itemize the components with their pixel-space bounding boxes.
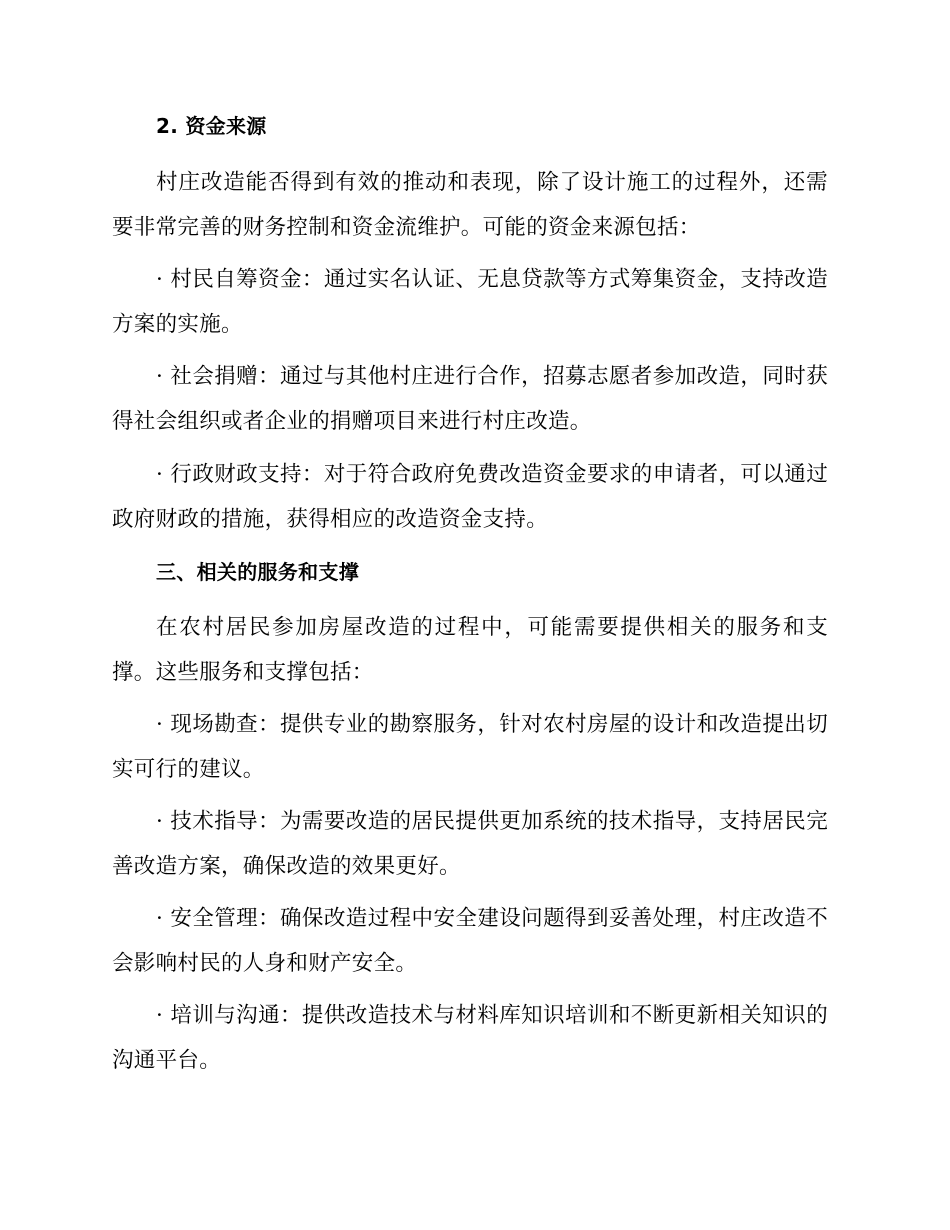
services-intro-paragraph: 在农村居民参加房屋改造的过程中，可能需要提供相关的服务和支撑。这些服务和支撑包括： (112, 615, 828, 685)
service-item-survey: · 现场勘查：提供专业的勘察服务，针对农村房屋的设计和改造提出切实可行的建议。 (112, 712, 828, 782)
funding-item-government: · 行政财政支持：对于符合政府免费改造资金要求的申请者，可以通过政府财政的措施，获得相应的改造资金支持。 (112, 462, 828, 532)
section-heading-funding: 2. 资金来源 (156, 114, 267, 138)
service-item-safety-management: · 安全管理：确保改造过程中安全建设问题得到妥善处理，村庄改造不会影响村民的人身和财产安全。 (112, 906, 828, 976)
service-item-training: · 培训与沟通：提供改造技术与材料库知识培训和不断更新相关知识的沟通平台。 (112, 1003, 828, 1073)
funding-item-self-raised: · 村民自筹资金：通过实名认证、无息贷款等方式筹集资金，支持改造方案的实施。 (112, 267, 828, 337)
funding-intro-paragraph: 村庄改造能否得到有效的推动和表现，除了设计施工的过程外，还需要非常完善的财务控制和资金流维护。可能的资金来源包括： (112, 170, 828, 240)
section-heading-services: 三、相关的服务和支撑 (156, 560, 359, 584)
service-item-technical-guidance: · 技术指导：为需要改造的居民提供更加系统的技术指导，支持居民完善改造方案，确保改造的效果更好。 (112, 809, 828, 879)
funding-item-donation: · 社会捐赠：通过与其他村庄进行合作，招募志愿者参加改造，同时获得社会组织或者企业的捐赠项目来进行村庄改造。 (112, 364, 828, 434)
